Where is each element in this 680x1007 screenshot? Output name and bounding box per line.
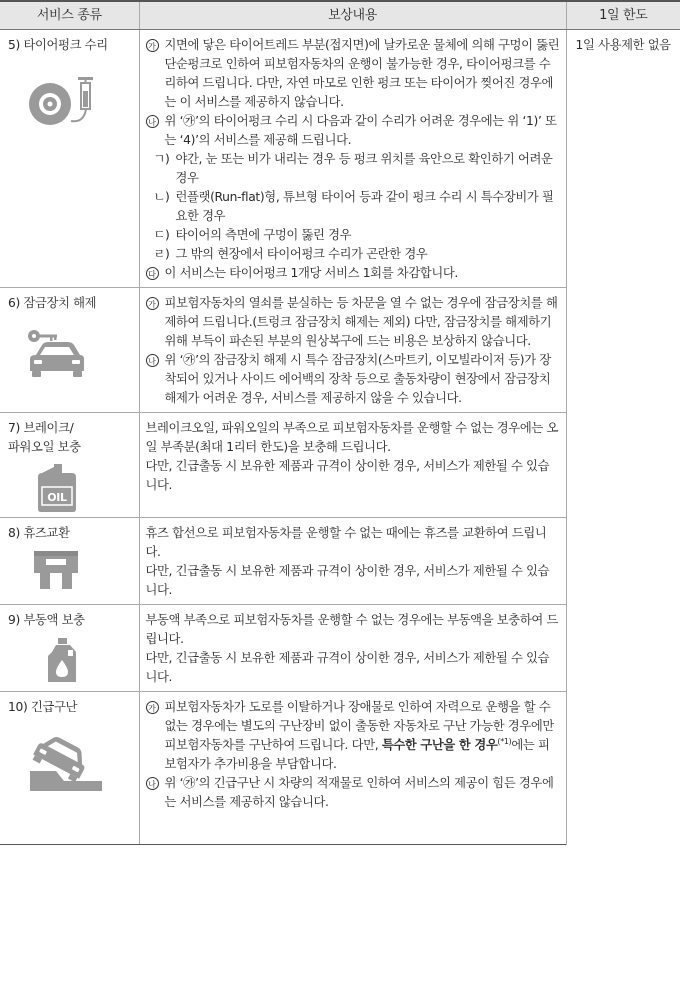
service-name: 6) 잠금장치 해제	[8, 296, 97, 310]
content-item	[146, 36, 560, 112]
marker-na: 나	[146, 115, 159, 128]
sub-text: 타이어의 측면에 구멍이 뚫린 경우	[175, 228, 352, 242]
marker-ga: 가	[146, 701, 159, 714]
sub-item	[146, 226, 560, 245]
content-item	[146, 698, 560, 774]
content-text: 브레이크오일, 파워오일의 부족으로 피보험자동차를 운행할 수 없는 경우에는 오일 부족분(최대 1리터 한도)을 보충해 드립니다.	[145, 421, 558, 454]
service-cell	[0, 413, 139, 518]
content-text: 휴즈 합선으로 피보험자동차를 운행할 수 없는 때에는 휴즈를 교환하여 드립니다.	[145, 526, 547, 559]
service-cell	[0, 692, 139, 845]
content-item	[146, 774, 560, 812]
header-daily-limit: 1일 한도	[566, 1, 680, 30]
service-name: 5) 타이어펑크 수리	[8, 38, 108, 52]
sub-marker: ㄴ)	[153, 190, 170, 204]
content-text: 피보험자동차의 열쇠를 분실하는 등 차문을 열 수 없는 경우에 잠금장치를 해제하여 드립니다.(트렁크 잠금장치 해제는 제외) 다만, 잠금장치를 해제하기 위해 부득이 파손된 부분의 원상복구에 드는 비용은 보상하지 않습니다.	[164, 296, 558, 348]
content-cell	[139, 413, 566, 518]
daily-limit-text: 1일 사용제한 없음	[575, 38, 671, 52]
oil-can-icon	[32, 463, 82, 513]
content-text: 위 ‘㉮’의 잠금장치 해제 시 특수 잠금장치(스마트키, 이모빌라이저 등)가 장착되어 있거나 사이드 에어백의 장착 등으로 출동차량이 현장에서 잠금장치 해제가 어려운 경우, 서비스를 제공하지 않을 수 있습니다.	[164, 353, 551, 405]
marker-ga: 가	[146, 39, 159, 52]
car-rescue-icon	[30, 729, 102, 791]
service-cell	[0, 30, 139, 288]
service-name: 9) 부동액 보충	[8, 613, 85, 627]
sub-item	[146, 245, 560, 264]
service-cell	[0, 605, 139, 692]
oil-label: OIL	[47, 491, 67, 504]
tire-pump-icon	[22, 69, 98, 127]
service-name-line2: 파워오일 보충	[8, 440, 81, 454]
sub-marker: ㄱ)	[153, 152, 170, 166]
marker-da: 다	[146, 267, 159, 280]
coolant-bottle-icon	[46, 638, 78, 684]
service-name: 8) 휴즈교환	[8, 526, 70, 540]
sub-marker: ㄷ)	[153, 228, 170, 242]
marker-na: 나	[146, 354, 159, 367]
content-text	[165, 698, 560, 774]
service-name: 10) 긴급구난	[8, 700, 78, 714]
sub-item	[146, 188, 560, 226]
content-text: 지면에 닿은 타이어트레드 부분(접지면)에 날카로운 물체에 의해 구멍이 뚫린 단순펑크로 인하여 피보험자동차의 운행이 불가능한 경우, 타이어펑크를 수리하여 드립니다. 다만, 자연 마모로 인한 펑크 또는 타이어가 찢어진 경우에는 이 서비스를 제공하지 않습니다.	[164, 38, 560, 109]
sub-text: 야간, 눈 또는 비가 내리는 경우 등 펑크 위치를 육안으로 확인하기 어려운 경우	[175, 152, 553, 185]
fuse-icon	[32, 551, 80, 591]
header-compensation-content: 보상내용	[139, 1, 566, 30]
content-cell	[139, 605, 566, 692]
content-item	[146, 351, 560, 408]
special-rescue-bold: 특수한 구난을 한 경우	[381, 738, 498, 752]
content-text: 위 ‘㉮’의 긴급구난 시 차량의 적재물로 인하여 서비스의 제공이 힘든 경우에는 서비스를 제공하지 않습니다.	[164, 776, 554, 809]
sub-text: 런플랫(Run-flat)형, 튜브형 타이어 등과 같이 펑크 수리 시 특수장비가 필요한 경우	[175, 190, 554, 223]
sub-item	[146, 150, 560, 188]
content-text: 부동액 부족으로 피보험자동차를 운행할 수 없는 경우에는 부동액을 보충하여 드립니다.	[145, 613, 558, 646]
content-text-part: 피보험자동차가 도로를 이탈하거나 장애물로 인하여 자력으로 운행을 할 수 없는 경우에는 별도의 구난장비 없이 출동한 자동차로 구난 가능한 경우에만 피보험자동차를 구난하여 드립니다. 다만,	[164, 700, 554, 752]
service-name-line1: 7) 브레이크/	[8, 421, 74, 435]
content-cell	[139, 518, 566, 605]
daily-limit-cell	[566, 30, 680, 845]
content-text: 다만, 긴급출동 시 보유한 제품과 규격이 상이한 경우, 서비스가 제한될 수 있습니다.	[145, 459, 550, 492]
footnote-ref: (*1)	[497, 736, 512, 746]
table-header-row	[0, 1, 680, 30]
content-cell	[139, 288, 566, 413]
content-text: 다만, 긴급출동 시 보유한 제품과 규격이 상이한 경우, 서비스가 제한될 수 있습니다.	[145, 651, 550, 684]
marker-ga: 가	[146, 297, 159, 310]
cell-spacer	[146, 812, 560, 840]
content-item	[146, 112, 560, 150]
sub-text: 그 밖의 현장에서 타이어펑크 수리가 곤란한 경우	[175, 247, 428, 261]
service-cell	[0, 288, 139, 413]
table-row	[0, 30, 680, 288]
content-cell	[139, 30, 566, 288]
content-item	[146, 264, 560, 283]
sub-marker: ㄹ)	[153, 247, 170, 261]
content-text: 다만, 긴급출동 시 보유한 제품과 규격이 상이한 경우, 서비스가 제한될 수 있습니다.	[145, 564, 550, 597]
content-text: 이 서비스는 타이어펑크 1개당 서비스 1회를 차감합니다.	[164, 266, 458, 280]
content-text: 위 ‘㉮’의 타이어펑크 수리 시 다음과 같이 수리가 어려운 경우에는 위 ‘1)’ 또는 ‘4)’의 서비스를 제공해 드립니다.	[164, 114, 557, 147]
marker-na: 나	[146, 777, 159, 790]
header-service-type: 서비스 종류	[0, 1, 139, 30]
service-cell	[0, 518, 139, 605]
content-cell	[139, 692, 566, 845]
content-item	[146, 294, 560, 351]
car-key-icon	[22, 327, 92, 383]
content-text-tail: 에는 피보험자가 추가비용을 부담합니다.	[164, 738, 550, 771]
